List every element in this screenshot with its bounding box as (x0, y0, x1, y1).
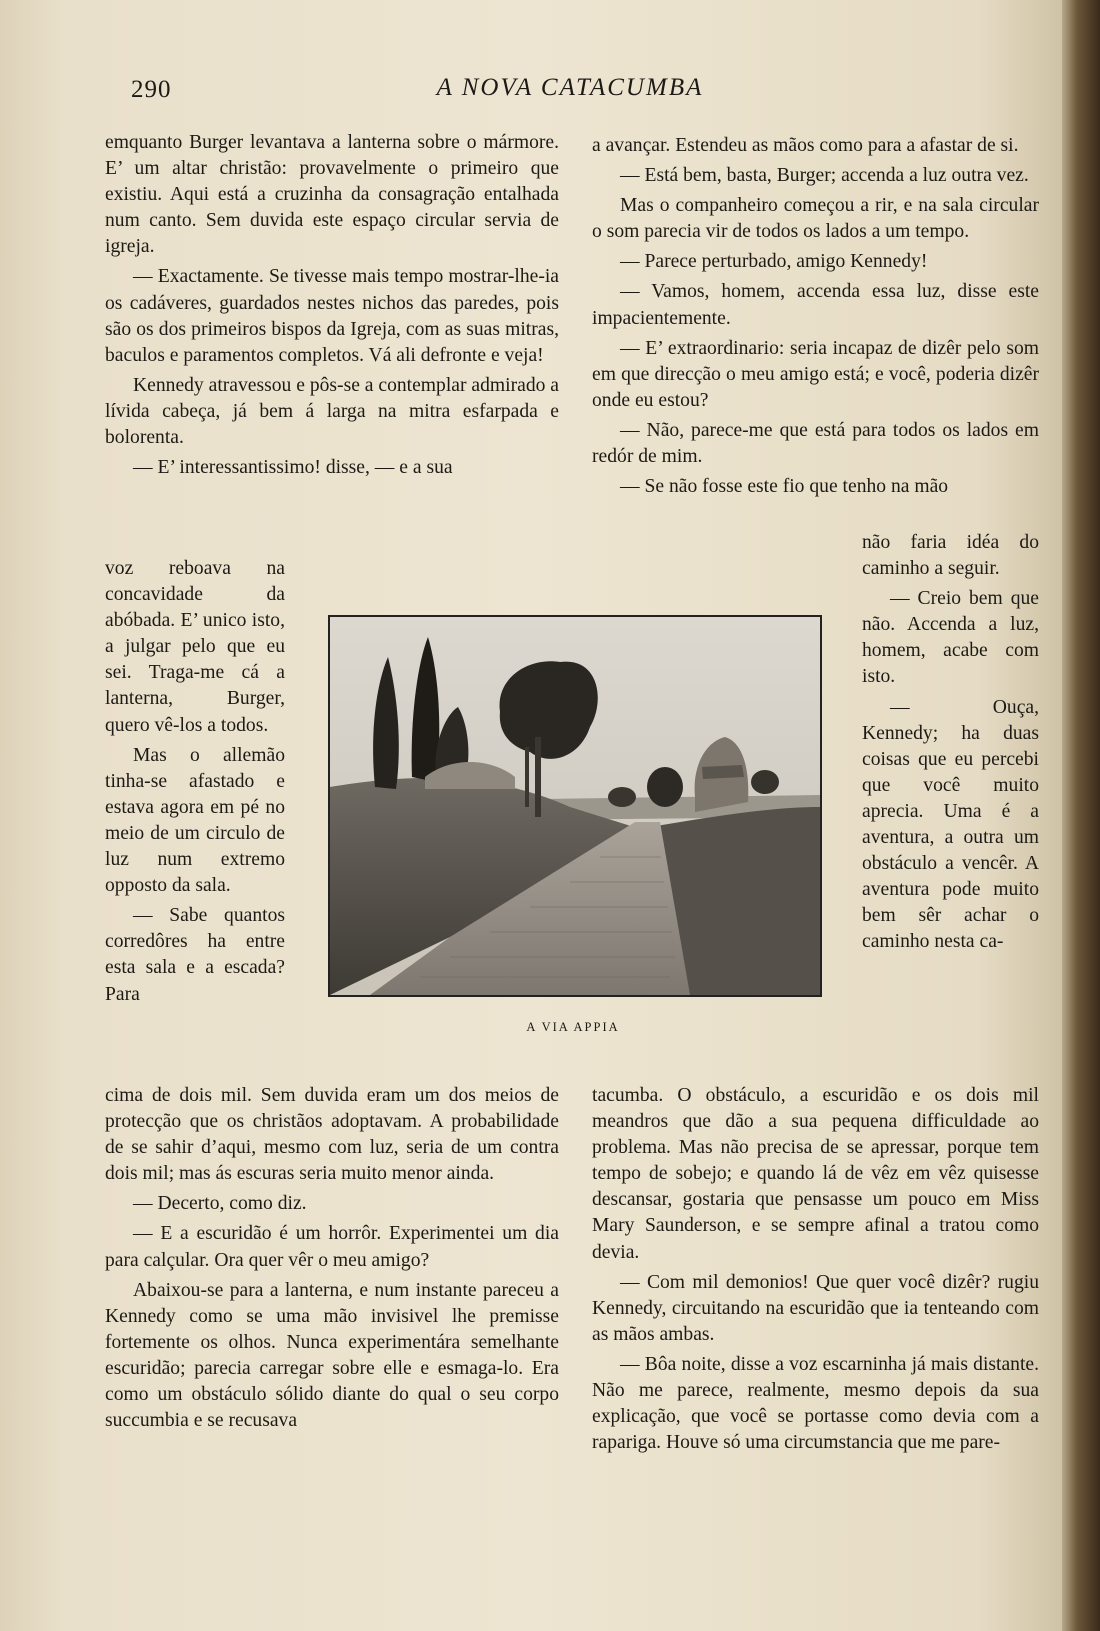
paragraph: não faria idéa do caminho a seguir. (862, 532, 1039, 580)
paragraph: Abaixou-se para a lanterna, e num instante pareceu a Kennedy como se uma mão invisivel lhe premisse fortemente os olhos. Nunca experimentára semelhante escuridão; parecia carregar sobre elle e esmaga-lo. Era como um obstáculo sólido diante do qual o seu corpo succumbia e se recusava (105, 1279, 559, 1432)
page-header (0, 72, 1062, 112)
paragraph: — Vamos, homem, accenda essa luz, disse este impacientemente. (592, 281, 1039, 329)
paragraph: Kennedy atravessou e pôs-se a contemplar admirado a lívida cabeça, já bem á larga na mitra esfarpada e bolorenta. (105, 374, 560, 449)
page-number: 290 (131, 76, 172, 103)
right-column-bottom (592, 1083, 1039, 1460)
figure-caption: A VIA APPIA (526, 1020, 620, 1034)
left-column-bottom (105, 1083, 559, 1438)
paragraph: — E’ extraordinario: seria incapaz de dizêr pelo som em que direcção o meu amigo está; e você, poderia dizêr onde eu estou? (592, 337, 1039, 411)
paragraph: — Bôa noite, disse a voz escarninha já mais distante. Não me parece, realmente, mesmo depois da sua explicação, que você se portasse como devia com a rapariga. Houve só uma circumstancia que me pare- (592, 1353, 1039, 1454)
paragraph: — Com mil demonios! Que quer você dizêr? rugiu Kennedy, circuitando na escuridão que ia tenteando com as mãos ambas. (592, 1271, 1039, 1345)
page-edge (1062, 0, 1100, 1631)
paragraph: emquanto Burger levantava a lanterna sobre o mármore. E’ um altar christão: provavelmente o primeiro que existiu. Aqui está a cruzinha da consagração entalhada num canto. Sem duvida este espaço circular servia de igreja. (105, 132, 559, 258)
right-column-top (592, 133, 1039, 504)
paragraph: — Exactamente. Se tivesse mais tempo mostrar-lhe-ia os cadáveres, guardados nestes nichos das paredes, pois são os dos primeiros bispos da Igreja, com as suas mitras, baculos e paramentos completos. Vá ali defronte e veja! (105, 266, 559, 366)
paragraph: Mas o allemão tinha-se afastado e estava agora em pé no meio de um circulo de luz num extremo opposto da sala. (105, 744, 285, 897)
paragraph: — Decerto, como diz. (133, 1193, 307, 1215)
paragraph: — E a escuridão é um horrôr. Experimentei um dia para calçular. Ora quer vêr o meu amigo? (105, 1223, 559, 1271)
left-column-top (105, 130, 559, 485)
paragraph: — Se não fosse este fio que tenho na mão (620, 476, 949, 498)
left-column-narrow (105, 556, 285, 1012)
paragraph: — E’ interessantissimo! disse, — e a sua (133, 457, 453, 479)
paragraph: tacumba. O obstáculo, a escuridão e os dois mil meandros que dão a sua pequena difficuldade ao problema. Mas não precisa de se apressar, porque tem tempo de sobejo; e quando lá de vêz em vêz quisesse descansar, gostaria que pensasse um pouco em Miss Mary Saunderson, e se sempre afinal a tratou como devia. (592, 1085, 1039, 1263)
paragraph: Mas o companheiro começou a rir, e na sala circular o som parecia vir de todos os lados a um tempo. (592, 195, 1039, 243)
paragraph: — Está bem, basta, Burger; accenda a luz outra vez. (620, 165, 1029, 187)
right-column-narrow (862, 530, 1039, 960)
paragraph: — Ouça, Kennedy; ha duas coisas que eu percebi que você muito aprecia. Uma é a aventura, a outra um obstáculo a vencêr. A aventura pode muito bem sêr achar o caminho nesta ca- (862, 696, 1039, 953)
landscape-image (330, 617, 820, 995)
via-appia-photograph (328, 615, 822, 997)
paragraph: — Sabe quantos corredôres ha entre esta sala e a escada? Para (105, 905, 285, 1005)
paragraph: cima de dois mil. Sem duvida eram um dos meios de protecção que os christãos adoptavam. A probabilidade de se sahir d’aqui, mesmo com luz, seria de um contra dois mil; mas ás escuras seria muito menor ainda. (105, 1085, 559, 1185)
paragraph: a avançar. Estendeu as mãos como para a afastar de si. (592, 135, 1019, 156)
paragraph: — Parece perturbado, amigo Kennedy! (620, 251, 928, 273)
paragraph: — Não, parece-me que está para todos os lados em redór de mim. (592, 419, 1039, 468)
paragraph: — Creio bem que não. Accenda a luz, homem, acabe com isto. (862, 588, 1039, 688)
running-title: A NOVA CATACUMBA (436, 74, 704, 101)
paragraph: voz reboava na concavidade da abóbada. E’ unico isto, a julgar pelo que eu sei. Traga-me cá a lanterna, Burger, quero vê-los a todos. (105, 558, 285, 736)
